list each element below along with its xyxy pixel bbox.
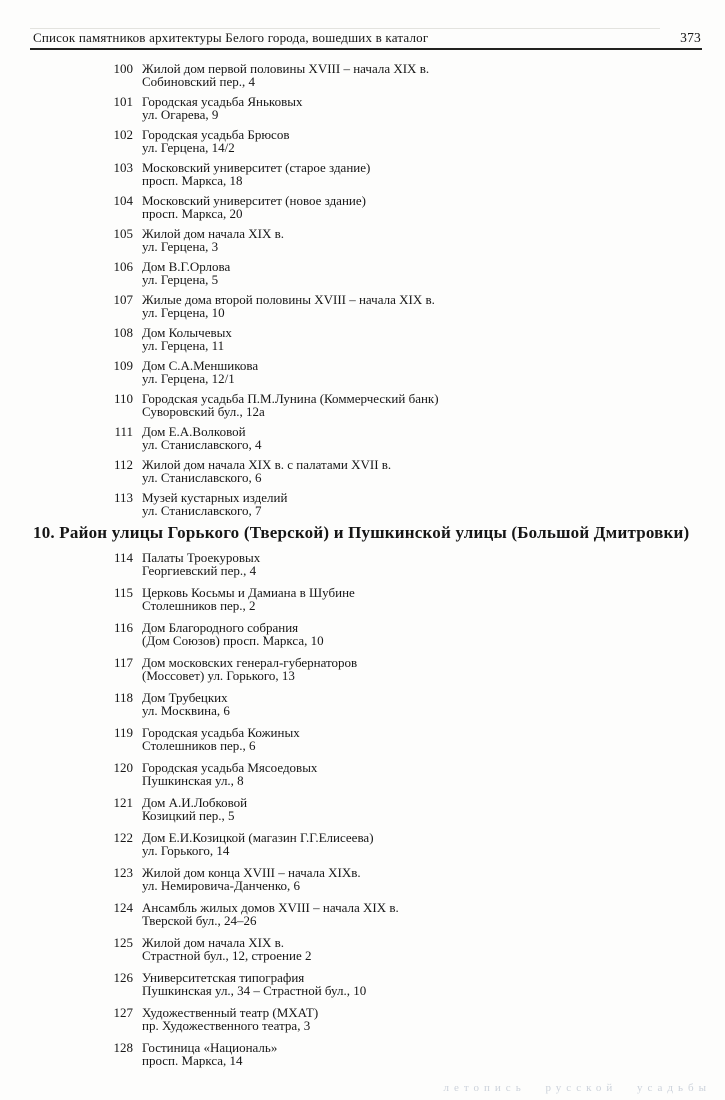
catalog-entry: [105, 936, 705, 962]
entry-title: Дом Трубецких: [142, 690, 228, 705]
catalog-entry: [105, 161, 705, 187]
catalog-entry: [105, 95, 705, 121]
entry-number: 102: [113, 127, 133, 142]
entry-address: ул. Немировича-Данченко, 6: [142, 878, 301, 893]
entry-number: 107: [113, 292, 133, 307]
entry-address: Столешников пер., 2: [142, 598, 256, 613]
section-heading: 10. Район улицы Горького (Тверской) и Пушкинской улицы (Большой Дмитровки): [33, 523, 690, 542]
entry-address: ул. Герцена, 11: [142, 338, 225, 353]
entry-address: Тверской бул., 24–26: [142, 913, 257, 928]
catalog-entry: [105, 551, 705, 577]
entry-body: [142, 62, 705, 88]
entry-body: [142, 458, 705, 484]
entry-address: ул. Герцена, 12/1: [142, 371, 235, 386]
watermark: летопись русской усадьбы: [443, 1082, 711, 1094]
entry-body: [142, 796, 705, 822]
entry-number: 115: [113, 585, 133, 600]
entry-number: 111: [114, 424, 133, 439]
entry-number: 116: [113, 620, 133, 635]
entry-body: [142, 326, 705, 352]
entry-number: 127: [113, 1005, 133, 1020]
running-title: Список памятников архитектуры Белого города, вошедших в каталог: [33, 30, 429, 45]
catalog-entry: [105, 901, 705, 927]
entry-address: ул. Герцена, 14/2: [142, 140, 235, 155]
entry-title: Московский университет (новое здание): [142, 193, 366, 208]
catalog-entry: [105, 761, 705, 787]
catalog-entry: [105, 656, 705, 682]
catalog-entry: [105, 458, 705, 484]
catalog-entry: [105, 866, 705, 892]
entry-address: просп. Маркса, 14: [142, 1053, 243, 1068]
entry-address: Козицкий пер., 5: [142, 808, 235, 823]
entry-address: просп. Маркса, 18: [142, 173, 243, 188]
entry-address: Столешников пер., 6: [142, 738, 256, 753]
entry-body: [142, 936, 705, 962]
entry-body: [142, 586, 705, 612]
entry-title: Жилой дом первой половины XVIII – начала XIX в.: [142, 61, 430, 76]
entry-title: Дом Благородного собрания: [142, 620, 299, 635]
catalog-entry: [105, 326, 705, 352]
entry-body: [142, 691, 705, 717]
catalog-entry: [105, 227, 705, 253]
entry-number: 128: [113, 1040, 133, 1055]
catalog-entry: [105, 62, 705, 88]
entry-address: Пушкинская ул., 34 – Страстной бул., 10: [142, 983, 367, 998]
entry-number: 101: [113, 94, 133, 109]
entry-number: 118: [113, 690, 133, 705]
entry-title: Палаты Троекуровых: [142, 550, 261, 565]
catalog-entry: [105, 392, 705, 418]
entry-body: [142, 1041, 705, 1067]
entry-address: Георгиевский пер., 4: [142, 563, 257, 578]
entry-body: [142, 866, 705, 892]
entry-title: Дом В.Г.Орлова: [142, 259, 231, 274]
entry-address: просп. Маркса, 20: [142, 206, 243, 221]
entry-body: [142, 551, 705, 577]
entry-address: (Моссовет) ул. Горького, 13: [142, 668, 295, 683]
entry-number: 110: [113, 391, 133, 406]
entry-body: [142, 621, 705, 647]
catalog-entry: [105, 831, 705, 857]
entry-number: 112: [113, 457, 133, 472]
entry-number: 104: [113, 193, 133, 208]
entry-number: 106: [113, 259, 133, 274]
entry-number: 114: [113, 550, 133, 565]
entry-address: ул. Горького, 14: [142, 843, 230, 858]
entry-title: Художественный театр (МХАТ): [142, 1005, 319, 1020]
entry-title: Жилой дом начала XIX в.: [142, 226, 285, 241]
entry-address: Суворовский бул., 12а: [142, 404, 265, 419]
entry-body: [142, 359, 705, 385]
entry-number: 125: [113, 935, 133, 950]
entry-title: Городская усадьба Кожиных: [142, 725, 300, 740]
entry-address: ул. Москвина, 6: [142, 703, 230, 718]
entry-title: Дом Е.А.Волковой: [142, 424, 246, 439]
entry-title: Дом Е.И.Козицкой (магазин Г.Г.Елисеева): [142, 830, 374, 845]
entry-body: [142, 161, 705, 187]
entry-title: Городская усадьба П.М.Лунина (Коммерческий банк): [142, 391, 439, 406]
catalog-section: [33, 523, 705, 1068]
entry-address: (Дом Союзов) просп. Маркса, 10: [142, 633, 324, 648]
catalog-entry: [105, 425, 705, 451]
entry-number: 119: [113, 725, 133, 740]
entry-number: 121: [113, 795, 133, 810]
entry-address: ул. Герцена, 10: [142, 305, 225, 320]
entry-number: 120: [113, 760, 133, 775]
entry-body: [142, 491, 705, 517]
entry-title: Церковь Косьмы и Дамиана в Шубине: [142, 585, 355, 600]
entry-body: [142, 656, 705, 682]
entry-body: [142, 425, 705, 451]
entry-body: [142, 194, 705, 220]
entry-title: Городская усадьба Брюсов: [142, 127, 290, 142]
catalog-entry: [105, 1041, 705, 1067]
entry-body: [142, 831, 705, 857]
entry-body: [142, 971, 705, 997]
catalog-entry: [105, 586, 705, 612]
entry-number: 109: [113, 358, 133, 373]
entry-title: Дом А.И.Лобковой: [142, 795, 248, 810]
entry-address: ул. Герцена, 5: [142, 272, 219, 287]
entry-address: Страстной бул., 12, строение 2: [142, 948, 312, 963]
entry-title: Жилой дом начала XIX в. с палатами XVII в.: [142, 457, 392, 472]
entry-title: Московский университет (старое здание): [142, 160, 371, 175]
catalog-entry: [105, 1006, 705, 1032]
catalog-section: [105, 62, 705, 517]
entry-title: Жилые дома второй половины XVIII – начала XIX в.: [142, 292, 435, 307]
entry-address: ул. Станиславского, 4: [142, 437, 262, 452]
catalog-entry: [105, 491, 705, 517]
catalog-entry: [105, 128, 705, 154]
entry-number: 117: [113, 655, 133, 670]
catalog-entry: [105, 194, 705, 220]
catalog-entry: [105, 260, 705, 286]
entry-body: [142, 128, 705, 154]
catalog-entry: [105, 726, 705, 752]
entry-number: 103: [113, 160, 133, 175]
entry-number: 124: [113, 900, 133, 915]
entry-address: пр. Художественного театра, 3: [142, 1018, 311, 1033]
entry-number: 123: [113, 865, 133, 880]
entry-number: 126: [113, 970, 133, 985]
entry-title: Ансамбль жилых домов XVIII – начала XIX в.: [142, 900, 399, 915]
entry-number: 105: [113, 226, 133, 241]
catalog-entry: [105, 293, 705, 319]
entry-body: [142, 761, 705, 787]
entry-title: Жилой дом конца XVIII – начала XIXв.: [142, 865, 361, 880]
entry-number: 108: [113, 325, 133, 340]
entry-title: Жилой дом начала XIX в.: [142, 935, 285, 950]
catalog-entry: [105, 796, 705, 822]
catalog-entry: [105, 691, 705, 717]
entry-number: 100: [113, 61, 133, 76]
entry-title: Дом московских генерал-губернаторов: [142, 655, 358, 670]
entry-body: [142, 726, 705, 752]
entry-body: [142, 260, 705, 286]
catalog-entry: [105, 359, 705, 385]
entry-title: Городская усадьба Яньковых: [142, 94, 303, 109]
catalog-entry: [105, 971, 705, 997]
entry-number: 113: [113, 490, 133, 505]
entry-address: Собиновский пер., 4: [142, 74, 255, 89]
catalog-entry: [105, 621, 705, 647]
entry-address: Пушкинская ул., 8: [142, 773, 244, 788]
entry-title: Городская усадьба Мясоедовых: [142, 760, 318, 775]
entry-address: ул. Герцена, 3: [142, 239, 219, 254]
entry-address: ул. Огарева, 9: [142, 107, 219, 122]
entry-title: Дом С.А.Меншикова: [142, 358, 259, 373]
entry-body: [142, 901, 705, 927]
entry-body: [142, 293, 705, 319]
entry-body: [142, 227, 705, 253]
entry-title: Университетская типография: [142, 970, 305, 985]
entry-number: 122: [113, 830, 133, 845]
entry-title: Музей кустарных изделий: [142, 490, 288, 505]
entry-title: Дом Колычевых: [142, 325, 232, 340]
entry-body: [142, 392, 705, 418]
entry-body: [142, 95, 705, 121]
entry-title: Гостиница «Националь»: [142, 1040, 278, 1055]
entry-body: [142, 1006, 705, 1032]
page-number: 373: [680, 30, 701, 45]
entry-address: ул. Станиславского, 6: [142, 470, 262, 485]
entry-address: ул. Станиславского, 7: [142, 503, 262, 518]
